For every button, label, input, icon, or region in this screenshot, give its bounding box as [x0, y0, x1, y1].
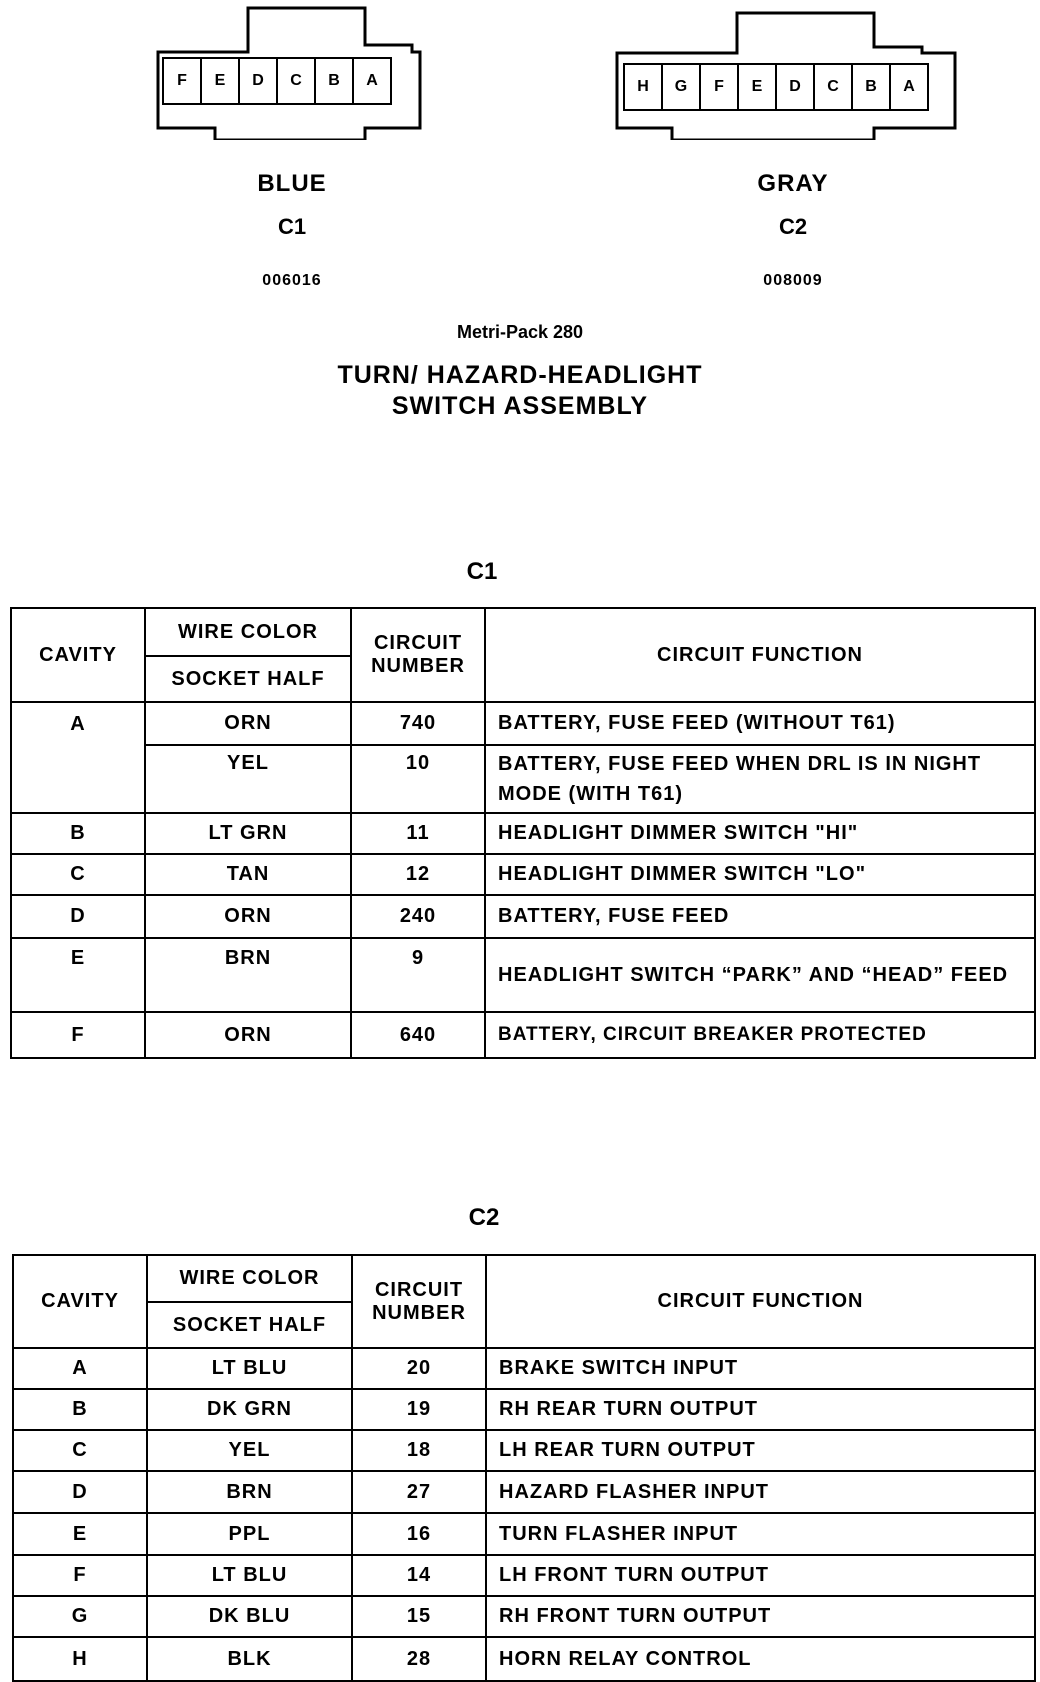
circuit-function-cell: BATTERY, FUSE FEED WHEN DRL IS IN NIGHT MODE (WITH T61) [485, 745, 1035, 813]
cavity-cell: E [13, 1513, 147, 1555]
assembly-title [0, 360, 1040, 422]
wire-color-cell: YEL [147, 1430, 352, 1471]
header-socket-half: SOCKET HALF [145, 656, 351, 702]
header-circuit-number-line2: NUMBER [371, 655, 465, 677]
table-row [13, 1430, 1035, 1471]
connector-c1 [150, 5, 430, 140]
wire-color-cell: PPL [147, 1513, 352, 1555]
circuit-function-cell: RH REAR TURN OUTPUT [486, 1389, 1035, 1430]
circuit-number-cell: 28 [352, 1637, 486, 1681]
pin-label: F [164, 59, 202, 103]
pin-label: F [701, 65, 739, 109]
table-row [11, 1012, 1035, 1058]
circuit-function-cell: RH FRONT TURN OUTPUT [486, 1596, 1035, 1637]
table-row [11, 938, 1035, 1012]
pin-label: D [240, 59, 278, 103]
wire-color-cell: TAN [145, 854, 351, 895]
header-cavity: CAVITY [11, 608, 145, 702]
table-c2-title: C2 [468, 1204, 500, 1231]
pack-name: Metri-Pack 280 [456, 322, 584, 342]
pin-label: B [853, 65, 891, 109]
wire-color-cell: ORN [145, 702, 351, 745]
circuit-function-cell: BATTERY, FUSE FEED [485, 895, 1035, 938]
pin-label: B [316, 59, 354, 103]
cavity-cell: G [13, 1596, 147, 1637]
header-circuit-number [351, 608, 485, 702]
circuit-function-cell: LH FRONT TURN OUTPUT [486, 1555, 1035, 1596]
circuit-number-cell: 10 [351, 745, 485, 813]
table-row [13, 1471, 1035, 1513]
circuit-number-cell: 15 [352, 1596, 486, 1637]
table-row [13, 1596, 1035, 1637]
wire-color-cell: LT BLU [147, 1348, 352, 1389]
circuit-function-cell: BATTERY, FUSE FEED (WITHOUT T61) [485, 702, 1035, 745]
table-row [11, 702, 1035, 745]
circuit-function-cell: BRAKE SWITCH INPUT [486, 1348, 1035, 1389]
circuit-function-cell: HAZARD FLASHER INPUT [486, 1471, 1035, 1513]
wire-color-cell: DK BLU [147, 1596, 352, 1637]
pin-label: E [202, 59, 240, 103]
table-row [11, 895, 1035, 938]
connector-part-number: 008009 [763, 272, 823, 289]
circuit-number-cell: 240 [351, 895, 485, 938]
cavity-cell: E [11, 938, 145, 1012]
cavity-cell: C [11, 854, 145, 895]
cavity-cell: B [13, 1389, 147, 1430]
wire-color-cell: LT BLU [147, 1555, 352, 1596]
wire-color-cell: ORN [145, 1012, 351, 1058]
connector-c1-pins [162, 57, 392, 105]
assembly-title-line2: SWITCH ASSEMBLY [391, 392, 649, 420]
cavity-cell: D [11, 895, 145, 938]
connector-part-number: 006016 [262, 272, 322, 289]
circuit-function-cell: HEADLIGHT DIMMER SWITCH "HI" [485, 813, 1035, 854]
table-row [13, 1348, 1035, 1389]
circuit-number-cell: 14 [352, 1555, 486, 1596]
table-row [13, 1389, 1035, 1430]
table-row [13, 1555, 1035, 1596]
table-row [13, 1637, 1035, 1681]
header-circuit-function: CIRCUIT FUNCTION [486, 1255, 1035, 1348]
table-row [11, 813, 1035, 854]
cavity-cell: F [11, 1012, 145, 1058]
pin-label: H [625, 65, 663, 109]
wire-color-cell: ORN [145, 895, 351, 938]
table-c1 [10, 607, 1036, 1059]
header-circuit-function: CIRCUIT FUNCTION [485, 608, 1035, 702]
circuit-number-cell: 19 [352, 1389, 486, 1430]
wire-color-cell: BRN [147, 1471, 352, 1513]
wire-color-cell: BLK [147, 1637, 352, 1681]
table-c1-title: C1 [466, 558, 498, 585]
connector-color: GRAY [757, 170, 829, 197]
connector-id: C1 [277, 214, 307, 239]
connector-color: BLUE [257, 170, 327, 197]
pin-label: A [366, 72, 378, 89]
table-c2 [12, 1254, 1036, 1682]
circuit-function-cell: BATTERY, CIRCUIT BREAKER PROTECTED [485, 1012, 1035, 1058]
circuit-function-cell: HEADLIGHT DIMMER SWITCH "LO" [485, 854, 1035, 895]
connector-c2-caption [693, 170, 893, 290]
wire-color-cell: LT GRN [145, 813, 351, 854]
assembly-title-line1: TURN/ HAZARD-HEADLIGHT [337, 361, 703, 389]
circuit-number-cell: 12 [351, 854, 485, 895]
pin-label: C [278, 59, 316, 103]
header-cavity: CAVITY [13, 1255, 147, 1348]
circuit-number-cell: 27 [352, 1471, 486, 1513]
cavity-cell: B [11, 813, 145, 854]
cavity-cell: H [13, 1637, 147, 1681]
header-circuit-number [352, 1255, 486, 1348]
cavity-cell: A [11, 702, 145, 813]
circuit-number-cell: 20 [352, 1348, 486, 1389]
wire-color-cell: YEL [145, 745, 351, 813]
circuit-function-cell: HEADLIGHT SWITCH “PARK” AND “HEAD” FEED [485, 938, 1035, 1012]
circuit-number-cell: 18 [352, 1430, 486, 1471]
cavity-cell: A [13, 1348, 147, 1389]
cavity-cell: D [13, 1471, 147, 1513]
circuit-number-cell: 11 [351, 813, 485, 854]
header-socket-half: SOCKET HALF [147, 1302, 352, 1348]
cavity-cell: F [13, 1555, 147, 1596]
circuit-number-cell: 740 [351, 702, 485, 745]
header-circuit-number-line2: NUMBER [372, 1301, 466, 1324]
header-circuit-number-line1: CIRCUIT [373, 632, 463, 654]
pin-label: D [777, 65, 815, 109]
table-row [11, 854, 1035, 895]
connector-c2 [612, 10, 962, 140]
circuit-number-cell: 640 [351, 1012, 485, 1058]
table-row [13, 1513, 1035, 1555]
circuit-number-cell: 9 [351, 938, 485, 1012]
cavity-cell: C [13, 1430, 147, 1471]
pin-label: E [739, 65, 777, 109]
connector-id: C2 [778, 214, 808, 239]
pin-label: C [815, 65, 853, 109]
table-row [11, 745, 1035, 813]
circuit-function-cell: LH REAR TURN OUTPUT [486, 1430, 1035, 1471]
pin-label: A [903, 78, 915, 95]
pin-label: G [663, 65, 701, 109]
connector-c1-caption [192, 170, 392, 290]
header-wire-color: WIRE COLOR [145, 608, 351, 656]
circuit-function-cell: TURN FLASHER INPUT [486, 1513, 1035, 1555]
circuit-function-cell: HORN RELAY CONTROL [486, 1637, 1035, 1681]
connector-c2-pins [623, 63, 929, 111]
header-circuit-number-line1: CIRCUIT [374, 1278, 464, 1301]
wire-color-cell: DK GRN [147, 1389, 352, 1430]
circuit-number-cell: 16 [352, 1513, 486, 1555]
header-wire-color: WIRE COLOR [147, 1255, 352, 1302]
wire-color-cell: BRN [145, 938, 351, 1012]
